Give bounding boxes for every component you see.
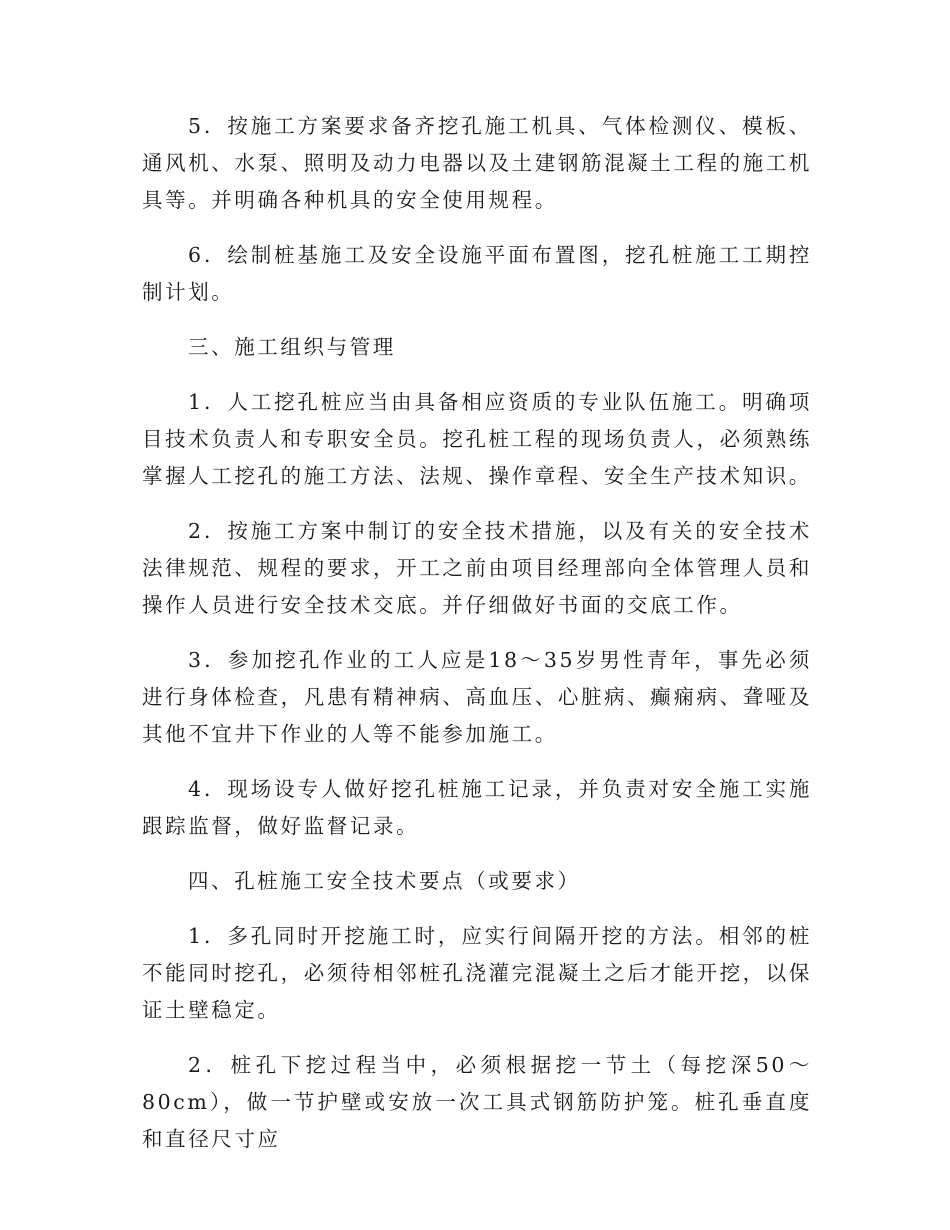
paragraph-org-2: 2．按施工方案中制订的安全技术措施，以及有关的安全技术法律规范、规程的要求，开工之前由项目经理部向全体管理人员和操作人员进行安全技术交底。并仔细做好书面的交底工作。 (142, 519, 812, 617)
document-body (142, 108, 812, 1176)
paragraph-item-6-layout-plan: 6．绘制桩基施工及安全设施平面布置图，挖孔桩施工工期控制计划。 (142, 243, 812, 304)
section-heading-safety-points: 四、孔桩施工安全技术要点（或要求） (188, 869, 581, 893)
paragraph-org-4: 4．现场设专人做好挖孔桩施工记录，并负责对安全施工实施跟踪监督，做好监督记录。 (142, 777, 812, 838)
paragraph-org-1: 1．人工挖孔桩应当由具备相应资质的专业队伍施工。明确项目技术负责人和专职安全员。挖孔桩工程的现场负责人，必须熟练掌握人工挖孔的施工方法、法规、操作章程、安全生产技术知识。 (142, 390, 812, 488)
paragraph-safety-1: 1．多孔同时开挖施工时，应实行间隔开挖的方法。相邻的桩不能同时挖孔，必须待相邻桩孔浇灌完混凝土之后才能开挖，以保证土壁稳定。 (142, 924, 812, 1022)
paragraph-item-5-tools: 5．按施工方案要求备齐挖孔施工机具、气体检测仪、模板、通风机、水泵、照明及动力电器以及土建钢筋混凝土工程的施工机具等。并明确各种机具的安全使用规程。 (142, 114, 812, 212)
paragraph-org-3: 3．参加挖孔作业的工人应是18～35岁男性青年，事先必须进行身体检查，凡患有精神病、高血压、心脏病、癫痫病、聋哑及其他不宜井下作业的人等不能参加施工。 (142, 648, 812, 746)
section-heading-organization: 三、施工组织与管理 (188, 335, 396, 359)
paragraph-safety-2: 2．桩孔下挖过程当中，必须根据挖一节土（每挖深50～80cm），做一节护壁或安放一次工具式钢筋防护笼。桩孔垂直度和直径尺寸应 (142, 1053, 812, 1151)
